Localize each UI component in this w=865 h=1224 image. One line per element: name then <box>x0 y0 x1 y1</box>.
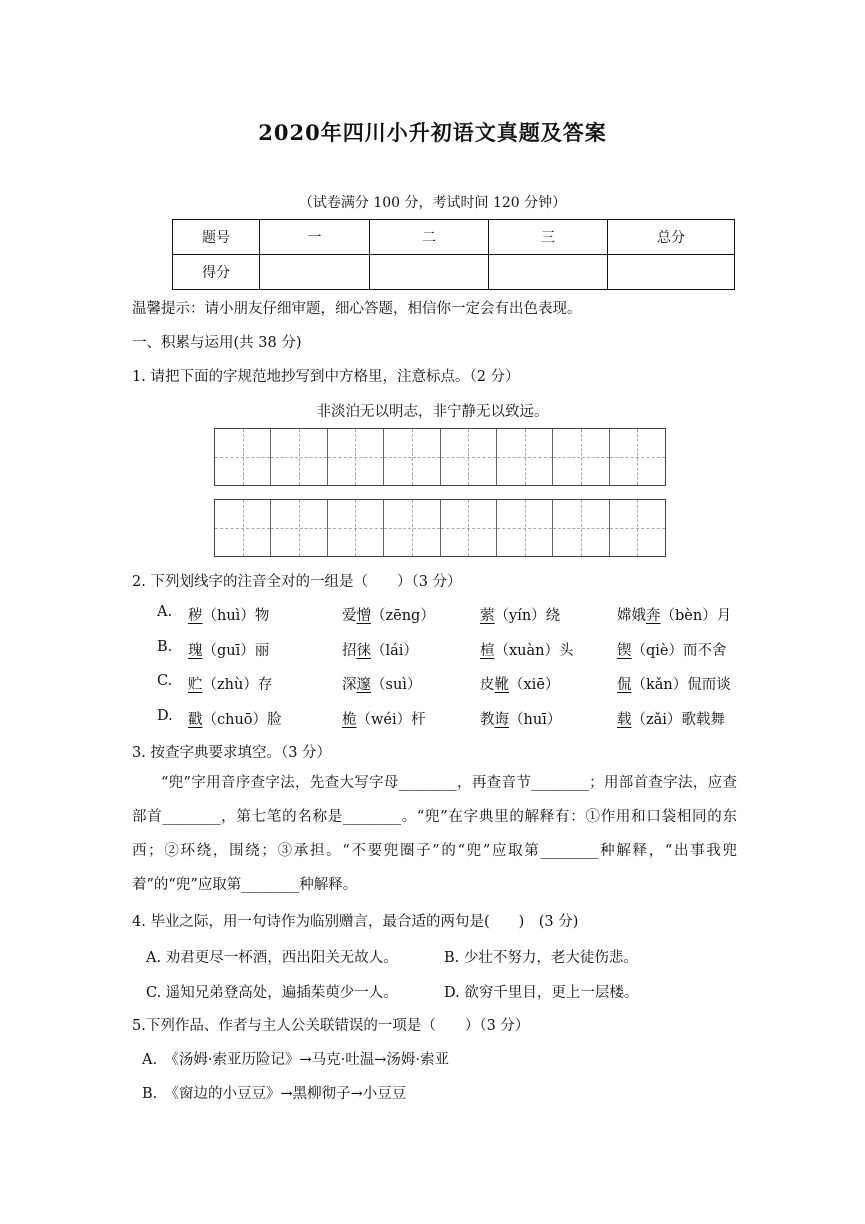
copy-sentence: 非淡泊无以明志，非宁静无以致远。 <box>316 404 549 420</box>
writing-grid-row-2[interactable] <box>214 499 666 557</box>
item-text: （qiè）而不舍 <box>631 642 727 659</box>
pinyin-item <box>480 673 559 694</box>
underlined-char: 载 <box>617 711 632 728</box>
pinyin-item <box>480 639 574 660</box>
pinyin-item <box>617 673 731 694</box>
item-text: （guī）丽 <box>202 642 270 659</box>
item-text: （huì）物 <box>202 608 270 624</box>
pinyin-item <box>342 604 435 625</box>
table-header-cell: 一 <box>260 220 370 255</box>
question-3-passage: “兜”字用音序查字法，先查大写字母________，再查音节________；用部首查字法，应查部首________，第七笔的名称是________。“兜”在字典里的解释有：①作用和口袋相同的东西；②环绕，围绕；③承担。“不要兜圈子”的“兜”应取第________种解释，“出事我兜着”的“兜”应取第________种解释。 <box>132 775 737 893</box>
item-text: （xuàn）头 <box>494 642 574 659</box>
table-header-cell: 总分 <box>608 220 735 255</box>
underlined-char: 戳 <box>188 711 203 728</box>
item-text: （suì） <box>371 677 422 693</box>
option-label: B. <box>157 638 173 655</box>
question-4: 4. 毕业之际，用一句诗作为临别赠言，最合适的两句是( ) (3 分) <box>132 914 579 930</box>
option-d: D. 欲穷千里目，更上一层楼。 <box>444 985 639 1001</box>
item-text: （kǎn）侃而谈 <box>631 677 731 693</box>
underlined-char: 贮 <box>188 677 203 693</box>
item-text: 爱 <box>342 608 357 624</box>
item-text: 招 <box>342 642 357 659</box>
question-1: 1. 请把下面的字规范地抄写到中方格里，注意标点。（2 分） <box>132 369 520 385</box>
underlined-char: 奔 <box>646 608 661 624</box>
underlined-char: 秽 <box>188 608 203 624</box>
item-text: （chuō）脸 <box>202 711 282 728</box>
grid-cell[interactable] <box>497 429 553 485</box>
grid-cell[interactable] <box>441 500 497 556</box>
table-row <box>173 255 735 290</box>
item-text: （bèn）月 <box>660 608 732 624</box>
pinyin-item <box>342 673 421 694</box>
underlined-char: 徕 <box>356 642 371 659</box>
grid-cell[interactable] <box>497 500 553 556</box>
table-row <box>173 220 735 255</box>
grid-cell[interactable] <box>328 500 384 556</box>
option-label: D. <box>157 707 173 724</box>
tip-text: 温馨提示：请小朋友仔细审题，细心答题，相信你一定会有出色表现。 <box>132 301 582 317</box>
underlined-char: 靴 <box>494 677 509 693</box>
underlined-char: 萦 <box>480 608 495 624</box>
item-text: 嫦娥 <box>617 608 646 624</box>
option-b: B. 《窗边的小豆豆》→黑柳彻子→小豆豆 <box>142 1086 407 1102</box>
section-heading: 一、积累与运用(共 38 分) <box>132 335 302 351</box>
item-text: （zhù）存 <box>202 677 273 693</box>
table-header-cell: 三 <box>489 220 608 255</box>
grid-cell[interactable] <box>215 429 271 485</box>
option-a: A. 劝君更尽一杯酒，西出阳关无故人。 <box>146 950 398 966</box>
grid-cell[interactable] <box>328 429 384 485</box>
pinyin-item <box>617 708 725 729</box>
table-header-cell: 题号 <box>173 220 260 255</box>
item-text: 教 <box>480 711 495 728</box>
pinyin-item <box>480 708 561 729</box>
score-cell[interactable] <box>489 255 608 290</box>
pinyin-item <box>188 708 282 729</box>
score-table <box>172 219 735 290</box>
grid-cell[interactable] <box>384 429 440 485</box>
item-text: （yín）绕 <box>494 608 561 624</box>
score-cell[interactable] <box>370 255 489 290</box>
underlined-char: 邃 <box>356 677 371 693</box>
table-header-cell: 二 <box>370 220 489 255</box>
underlined-char: 憎 <box>356 608 371 624</box>
question-5: 5.下列作品、作者与主人公关联错误的一项是（ ）（3 分） <box>132 1018 530 1034</box>
item-text: （lái） <box>371 642 418 659</box>
exam-info: （试卷满分 100 分，考试时间 120 分钟） <box>298 195 567 211</box>
option-b: B. 少壮不努力，老大徒伤悲。 <box>444 950 638 966</box>
pinyin-item <box>188 673 272 694</box>
grid-cell[interactable] <box>215 500 271 556</box>
underlined-char: 侃 <box>617 677 632 693</box>
underlined-char: 楦 <box>480 642 495 659</box>
pinyin-item <box>342 639 418 660</box>
table-row-label: 得分 <box>173 255 260 290</box>
pinyin-item <box>617 639 727 660</box>
grid-cell[interactable] <box>271 500 327 556</box>
underlined-char: 桅 <box>342 711 357 728</box>
pinyin-item <box>188 639 269 660</box>
writing-grid-row-1[interactable] <box>214 428 666 486</box>
grid-cell[interactable] <box>610 500 665 556</box>
score-cell[interactable] <box>608 255 735 290</box>
pinyin-item <box>342 708 426 729</box>
item-text: （xiē） <box>509 677 560 693</box>
pinyin-item <box>480 604 560 625</box>
score-cell[interactable] <box>260 255 370 290</box>
underlined-char: 诲 <box>494 711 509 728</box>
underlined-char: 瑰 <box>188 642 203 659</box>
item-text: （wéi）杆 <box>356 711 426 728</box>
option-label: C. <box>157 673 173 689</box>
grid-cell[interactable] <box>553 429 609 485</box>
pinyin-item <box>188 604 269 625</box>
option-c: C. 遥知兄弟登高处，遍插茱萸少一人。 <box>146 985 398 1001</box>
grid-cell[interactable] <box>384 500 440 556</box>
grid-cell[interactable] <box>271 429 327 485</box>
underlined-char: 锲 <box>617 642 632 659</box>
item-text: （zǎi）歌载舞 <box>631 711 725 728</box>
page-title: 2020年四川小升初语文真题及答案 <box>258 120 607 145</box>
question-3: 3. 按查字典要求填空。（3 分） <box>132 745 332 761</box>
item-text: 深 <box>342 677 357 693</box>
grid-cell[interactable] <box>441 429 497 485</box>
grid-cell[interactable] <box>553 500 609 556</box>
question-2: 2. 下列划线字的注音全对的一组是（ ）（3 分） <box>132 574 462 590</box>
grid-cell[interactable] <box>610 429 665 485</box>
option-label: A. <box>157 604 173 620</box>
item-text: （zēng） <box>371 608 435 624</box>
item-text: 皮 <box>480 677 495 693</box>
option-a: A. 《汤姆·索亚历险记》→马克·吐温→汤姆·索亚 <box>142 1052 449 1068</box>
item-text: （huī） <box>509 711 562 728</box>
pinyin-item <box>617 604 731 625</box>
